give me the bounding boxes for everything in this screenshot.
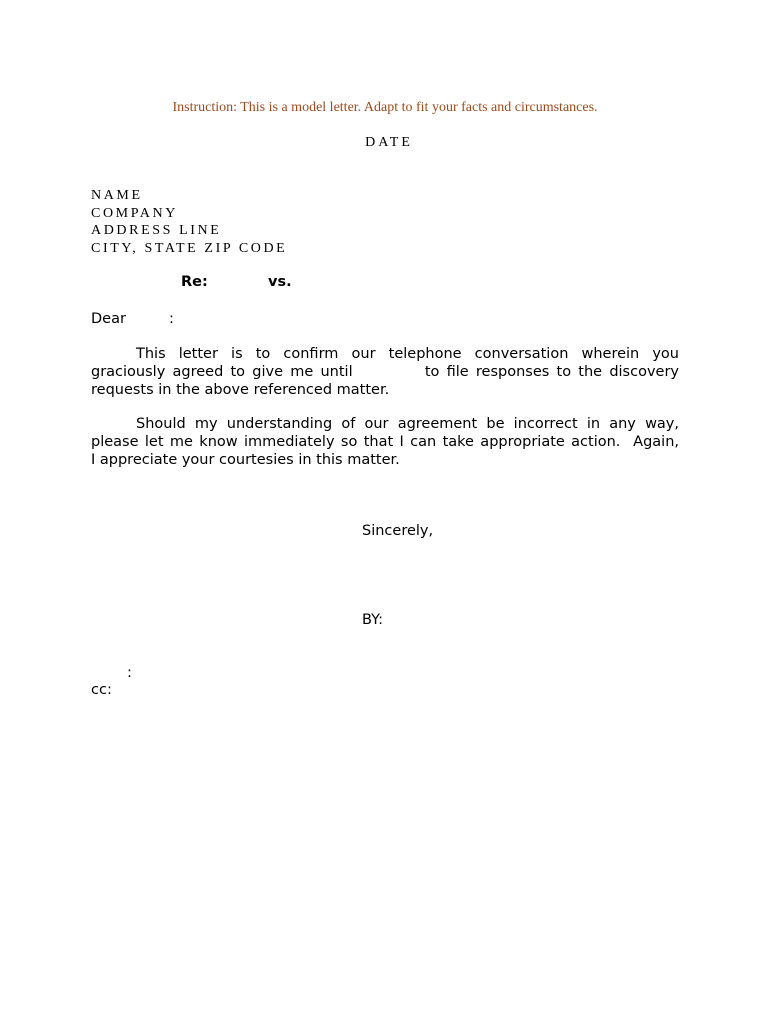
closing-sincerely: Sincerely,	[362, 523, 434, 539]
date-placeholder: DATE	[365, 135, 413, 150]
recipient-name: NAME	[91, 188, 143, 203]
paragraph-line: This letter is to confirm our telephone conversation wherein you	[136, 346, 679, 362]
recipient-company: COMPANY	[91, 206, 178, 221]
paragraph-line: requests in the above referenced matter.	[91, 382, 390, 398]
paragraph-line: Should my understanding of our agreement be incorrect in any way,	[136, 416, 679, 432]
cc-label: cc:	[91, 682, 112, 698]
paragraph-confirmation	[91, 345, 679, 399]
recipient-city-state-zip: CITY, STATE ZIP CODE	[91, 241, 288, 256]
paragraph-request-correction	[91, 415, 679, 469]
enclosure-colon: :	[127, 665, 132, 681]
vs-label: vs.	[268, 274, 292, 290]
signature-by-label: BY:	[362, 612, 383, 628]
instruction-note: Instruction: This is a model letter. Adapt to fit your facts and circumstances.	[172, 100, 598, 115]
paragraph-line: I appreciate your courtesies in this matter.	[91, 452, 400, 468]
salutation-dear: Dear	[91, 311, 126, 327]
paragraph-line: please let me know immediately so that I can take appropriate action. Again,	[91, 434, 679, 450]
re-label: Re:	[181, 274, 208, 290]
recipient-address-line: ADDRESS LINE	[91, 223, 222, 238]
paragraph-line: graciously agreed to give me until to file responses to the discovery	[91, 364, 679, 380]
salutation-colon: :	[169, 311, 174, 327]
